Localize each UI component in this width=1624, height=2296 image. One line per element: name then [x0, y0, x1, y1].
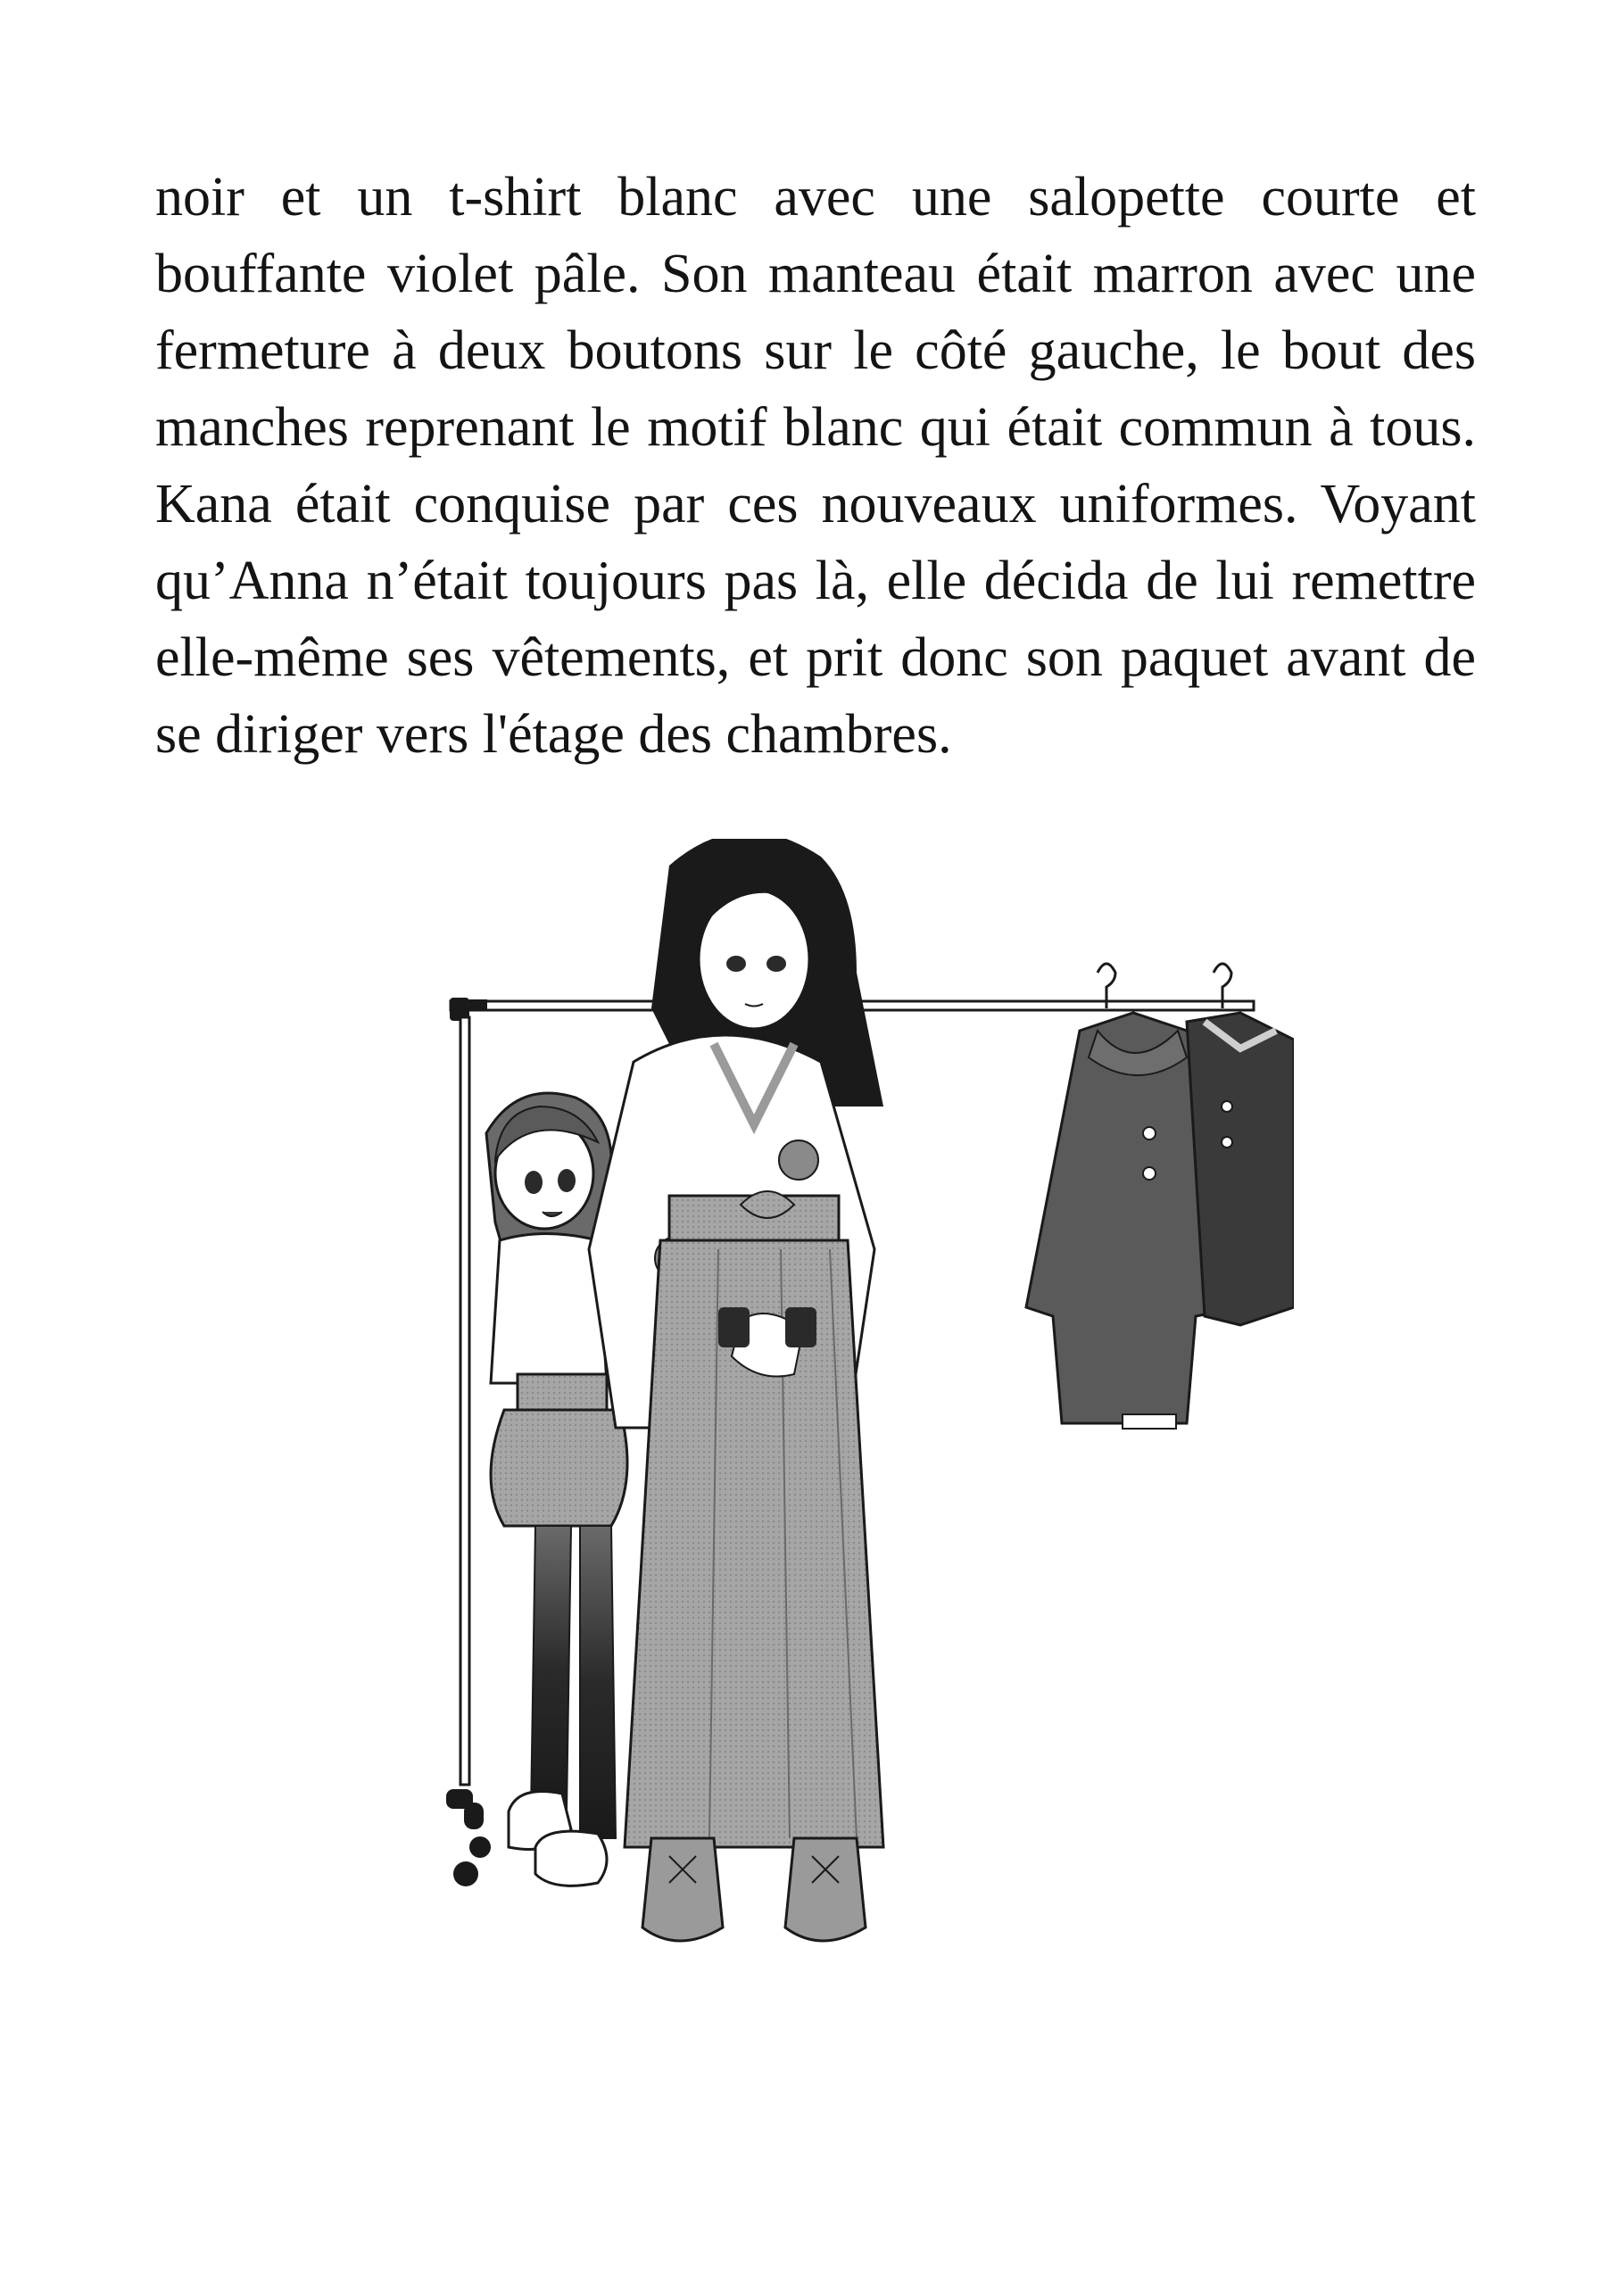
paragraph: noir et un t-shirt blanc avec une salopette courte et bouffante violet pâle. Son manteau était marron avec une fermeture à deux boutons sur le côté gauche, le bout des manches reprenant le motif blanc qui était commun à tous. Kana était conquise par ces nouveaux uniformes. Voyant qu’Anna n’était toujours pas là, elle décida de lui remettre elle-même ses vêtements, et prit donc son paquet avant de se diriger vers l'étage des chambres.: [155, 167, 1476, 765]
manga-illustration: [402, 839, 1294, 2124]
body-text: [155, 159, 1476, 773]
jackets: [1026, 964, 1294, 1429]
